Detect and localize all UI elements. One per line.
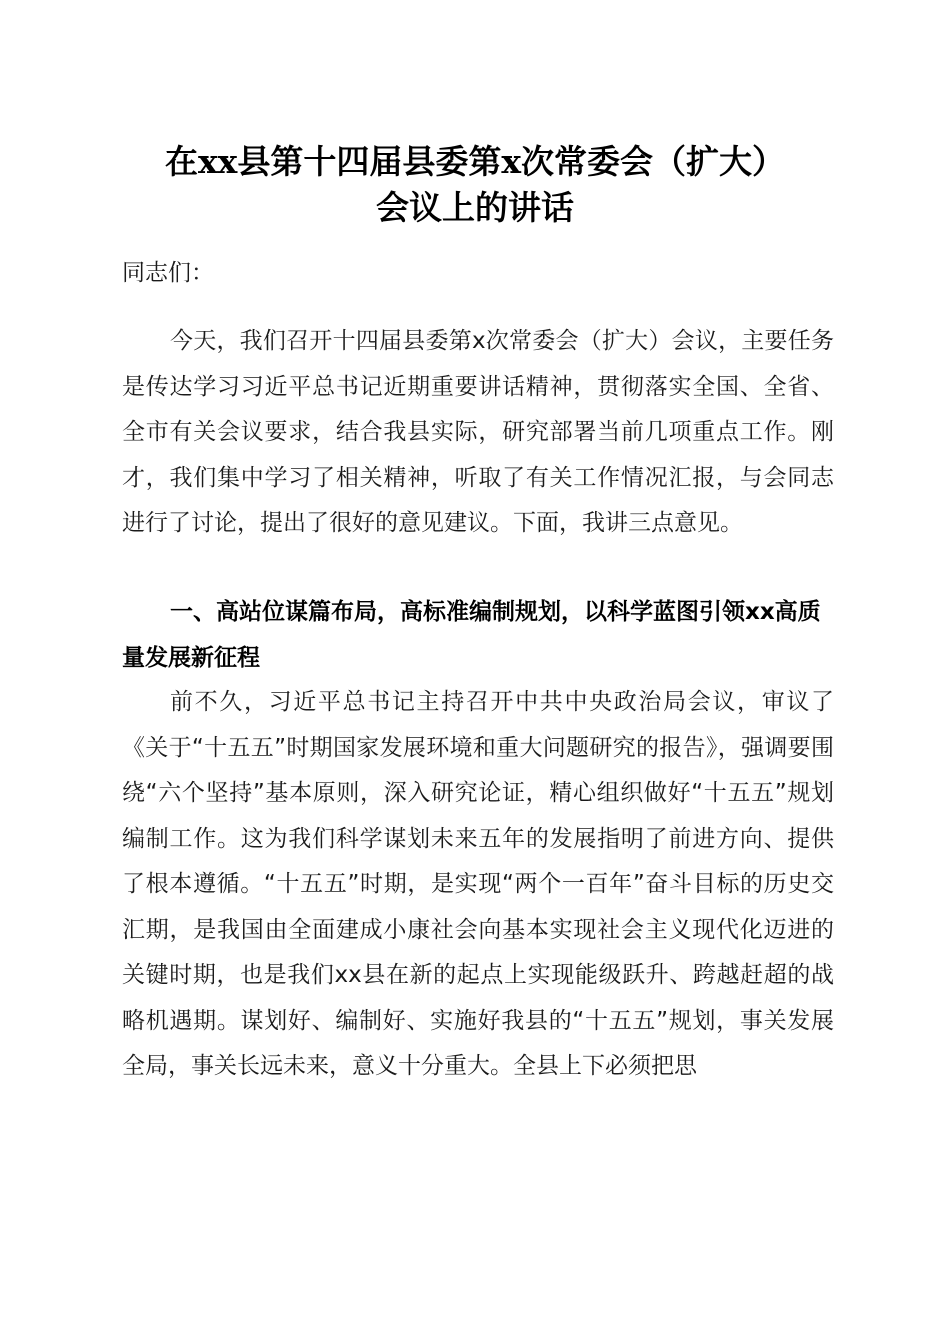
document-title-line-2: 会议上的讲话: [376, 188, 574, 227]
document-body: [122, 0, 834, 1344]
paragraph-opening: 今天，我们召开十四届县委第x次常委会（扩大）会议，主要任务是传达学习习近平总书记近期重要讲话精神，贯彻落实全国、全省、全市有关会议要求，结合我县实际，研究部署当前几项重点工作。刚才，我们集中学习了相关精神，听取了有关工作情况汇报，与会同志进行了讨论，提出了很好的意见建议。下面，我讲三点意见。: [122, 328, 834, 536]
section-heading-1: 一、高站位谋篇布局，高标准编制规划，以科学蓝图引领xx高质量发展新征程: [122, 599, 821, 671]
salutation: 同志们：: [122, 260, 214, 286]
paragraph-section-1: 前不久，习近平总书记主持召开中共中央政治局会议，审议了《关于“十五五”时期国家发展环境和重大问题研究的报告》，强调要围绕“六个坚持”基本原则，深入研究论证，精心组织做好“十五五”规划编制工作。这为我们科学谋划未来五年的发展指明了前进方向、提供了根本遵循。“十五五”时期，是实现“两个一百年”奋斗目标的历史交汇期，是我国由全面建成小康社会向基本实现社会主义现代化迈进的关键时期，也是我们xx县在新的起点上实现能级跃升、跨越赶超的战略机遇期。谋划好、编制好、实施好我县的“十五五”规划，事关发展全局，事关长远未来，意义十分重大。全县上下必须把思: [122, 689, 834, 1079]
document-title-line-1: 在xx县第十四届县委第x次常委会（扩大）: [164, 142, 786, 181]
